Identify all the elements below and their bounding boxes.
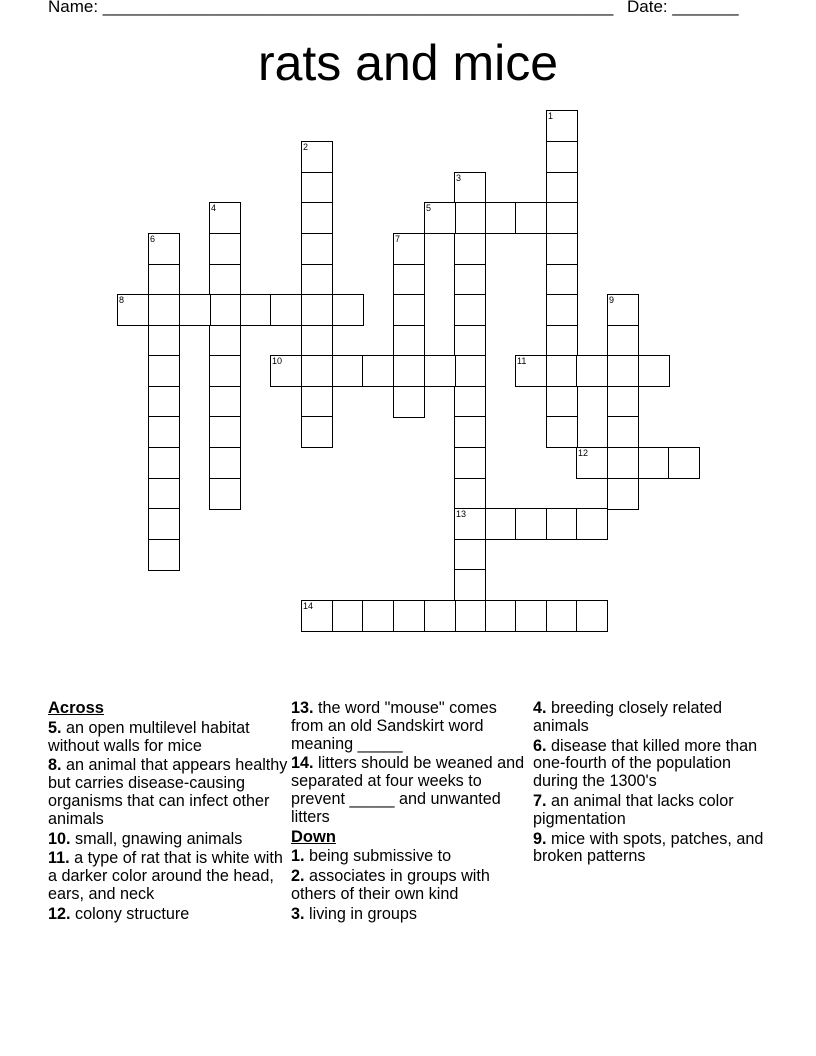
grid-cell[interactable] — [454, 264, 486, 296]
clue-number: 4 — [211, 203, 217, 213]
clue-number: 8 — [119, 295, 125, 305]
clue-item-text: disease that killed more than one-fourth of the population during the 1300's — [533, 736, 758, 791]
grid-cell[interactable] — [668, 447, 700, 479]
clue-item-text: living in groups — [304, 904, 417, 923]
grid-cell[interactable] — [454, 569, 486, 601]
clue-item-text: mice with spots, patches, and broken patterns — [533, 829, 764, 866]
across-clue-list-cont — [291, 700, 527, 827]
grid-cell[interactable] — [209, 264, 241, 296]
grid-cell[interactable] — [454, 325, 486, 357]
grid-cell[interactable] — [362, 355, 394, 387]
grid-cell[interactable] — [607, 355, 639, 387]
grid-cell[interactable] — [576, 508, 608, 540]
grid-cell[interactable] — [301, 355, 333, 387]
clue-item-text: the word "mouse" comes from an old Sandskirt word meaning _____ — [291, 699, 497, 753]
grid-cell[interactable] — [270, 294, 302, 326]
grid-cell[interactable] — [179, 294, 211, 326]
grid-cell[interactable] — [393, 600, 425, 632]
clue-item — [291, 868, 527, 904]
grid-cell[interactable] — [454, 600, 486, 632]
grid-cell[interactable] — [148, 478, 180, 510]
grid-cell[interactable] — [515, 508, 547, 540]
grid-cell[interactable] — [546, 508, 578, 540]
across-clue-list — [48, 720, 288, 924]
clue-item-number: 14. — [291, 754, 314, 773]
grid-cell[interactable] — [546, 172, 578, 204]
grid-cell[interactable] — [148, 508, 180, 540]
name-field: Name: ______________________________________________________ — [48, 0, 614, 16]
grid-cell[interactable] — [393, 386, 425, 418]
grid-cell[interactable] — [209, 447, 241, 479]
clue-item — [48, 757, 288, 828]
grid-cell[interactable] — [454, 416, 486, 448]
grid-cell[interactable] — [148, 539, 180, 571]
clue-number: 1 — [548, 111, 554, 121]
clue-item-text: a type of rat that is white with a darker color around the head, ears, and neck — [48, 849, 283, 903]
grid-cell[interactable] — [485, 508, 517, 540]
grid-cell[interactable] — [576, 600, 608, 632]
grid-cell[interactable] — [546, 355, 578, 387]
clue-item-number: 3. — [291, 904, 305, 923]
grid-cell[interactable] — [301, 264, 333, 296]
grid-cell[interactable] — [607, 325, 639, 357]
clue-item-number: 1. — [291, 847, 305, 866]
clue-item-text: being submissive to — [304, 847, 452, 866]
across-heading: Across — [48, 699, 104, 717]
grid-cell[interactable] — [332, 294, 364, 326]
grid-cell[interactable] — [607, 416, 639, 448]
clue-item-text: associates in groups with others of their own kind — [291, 867, 490, 903]
grid-cell[interactable] — [148, 294, 180, 326]
clue-item-text: an animal that appears healthy but carries disease-causing organisms that can infect other animals — [48, 756, 288, 828]
grid-cell[interactable] — [209, 325, 241, 357]
grid-cell[interactable] — [362, 600, 394, 632]
grid-cell[interactable] — [638, 355, 670, 387]
clue-number: 6 — [150, 234, 156, 244]
grid-cell[interactable] — [454, 447, 486, 479]
grid-cell[interactable] — [546, 294, 578, 326]
grid-cell[interactable] — [301, 172, 333, 204]
grid-cell[interactable] — [607, 447, 639, 479]
down-clue-list — [291, 848, 527, 923]
grid-cell[interactable] — [454, 539, 486, 571]
grid-cell[interactable] — [148, 447, 180, 479]
clue-number: 9 — [609, 295, 615, 305]
clue-number: 2 — [303, 142, 309, 152]
clue-item — [533, 738, 769, 791]
grid-cell[interactable] — [546, 416, 578, 448]
down-heading: Down — [291, 827, 336, 846]
grid-cell[interactable] — [454, 478, 486, 510]
clue-column-1 — [48, 700, 288, 926]
grid-cell[interactable] — [209, 355, 241, 387]
clue-number: 12 — [578, 448, 589, 458]
clue-item — [533, 700, 769, 736]
grid-cell[interactable] — [638, 447, 670, 479]
grid-cell[interactable] — [393, 294, 425, 326]
clue-column-3 — [533, 700, 769, 868]
grid-cell[interactable] — [454, 294, 486, 326]
down-clue-list-cont — [533, 700, 769, 866]
grid-cell[interactable] — [607, 478, 639, 510]
clue-item-number: 6. — [533, 736, 547, 755]
clue-item-number: 9. — [533, 829, 547, 848]
clue-item-number: 11. — [48, 849, 70, 868]
grid-cell[interactable] — [546, 325, 578, 357]
grid-cell[interactable] — [546, 600, 578, 632]
clue-item — [48, 906, 288, 924]
clue-item — [291, 848, 527, 866]
clue-item — [48, 720, 288, 756]
clue-item-number: 4. — [533, 699, 547, 717]
clue-item — [48, 850, 288, 903]
grid-cell[interactable] — [546, 141, 578, 173]
clue-item-number: 2. — [291, 867, 305, 886]
clue-number: 7 — [395, 234, 401, 244]
grid-cell[interactable] — [515, 202, 547, 234]
grid-cell[interactable] — [148, 386, 180, 418]
grid-cell[interactable] — [148, 416, 180, 448]
grid-cell[interactable] — [148, 325, 180, 357]
grid-cell[interactable] — [209, 386, 241, 418]
grid-cell[interactable] — [332, 600, 364, 632]
clue-item-text: an open multilevel habitat without walls for mice — [48, 718, 250, 755]
grid-cell[interactable] — [607, 386, 639, 418]
clue-item-text: colony structure — [70, 904, 190, 923]
grid-cell[interactable] — [301, 294, 333, 326]
grid-cell[interactable] — [301, 416, 333, 448]
clue-number: 3 — [456, 173, 462, 183]
grid-cell[interactable] — [301, 386, 333, 418]
grid-cell[interactable] — [454, 386, 486, 418]
grid-cell[interactable] — [240, 294, 272, 326]
grid-cell[interactable] — [546, 386, 578, 418]
clue-number: 14 — [303, 601, 314, 611]
grid-cell[interactable] — [546, 202, 578, 234]
clue-item-number: 7. — [533, 791, 547, 810]
grid-cell[interactable] — [393, 355, 425, 387]
grid-cell[interactable] — [301, 325, 333, 357]
clue-item — [533, 793, 769, 829]
grid-cell[interactable] — [148, 355, 180, 387]
clue-column-2 — [291, 700, 527, 926]
clue-item-number: 10. — [48, 829, 71, 848]
grid-cell[interactable] — [332, 355, 364, 387]
grid-cell[interactable] — [301, 233, 333, 265]
grid-cell[interactable] — [424, 600, 456, 632]
grid-cell[interactable] — [454, 202, 486, 234]
puzzle-title: rats and mice — [257, 35, 559, 91]
clue-number: 10 — [272, 356, 283, 366]
clue-item-number: 13. — [291, 699, 314, 717]
clue-item-text: breeding closely related animals — [533, 699, 722, 735]
grid-cell[interactable] — [546, 264, 578, 296]
grid-cell[interactable] — [393, 264, 425, 296]
grid-cell[interactable] — [485, 202, 517, 234]
clue-item — [291, 700, 527, 753]
clue-item — [48, 831, 288, 849]
clue-item — [533, 831, 769, 867]
grid-cell[interactable] — [148, 264, 180, 296]
grid-cell[interactable] — [546, 233, 578, 265]
grid-cell[interactable] — [209, 294, 241, 326]
grid-cell[interactable] — [393, 325, 425, 357]
clue-number: 13 — [456, 509, 467, 519]
clue-number: 11 — [517, 356, 527, 366]
grid-cell[interactable] — [454, 233, 486, 265]
grid-cell[interactable] — [576, 355, 608, 387]
grid-cell[interactable] — [454, 355, 486, 387]
grid-cell[interactable] — [485, 600, 517, 632]
grid-cell[interactable] — [301, 202, 333, 234]
date-field: Date: _______ — [627, 0, 739, 16]
clue-item — [291, 906, 527, 924]
clue-item-number: 5. — [48, 718, 62, 737]
clue-item-text: small, gnawing animals — [70, 829, 243, 848]
clue-item-text: litters should be weaned and separated at four weeks to prevent _____ and unwanted litters — [291, 754, 525, 826]
clue-item-text: an animal that lacks color pigmentation — [533, 791, 734, 828]
grid-cell[interactable] — [424, 355, 456, 387]
clue-item-number: 8. — [48, 756, 62, 775]
clue-number: 5 — [426, 203, 432, 213]
grid-cell[interactable] — [209, 233, 241, 265]
grid-cell[interactable] — [515, 600, 547, 632]
clue-item — [291, 755, 527, 826]
grid-cell[interactable] — [209, 416, 241, 448]
clue-item-number: 12. — [48, 904, 71, 923]
grid-cell[interactable] — [209, 478, 241, 510]
